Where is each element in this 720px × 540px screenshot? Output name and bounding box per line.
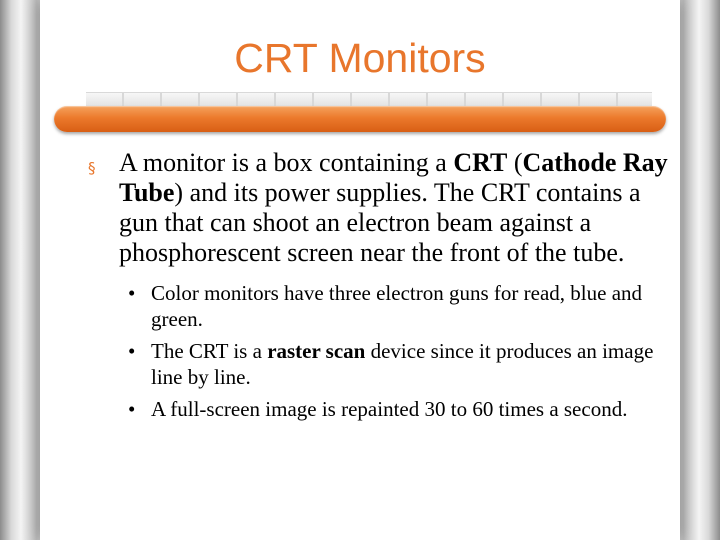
slide-title: CRT Monitors [234, 35, 486, 81]
slide-content [86, 148, 670, 428]
sub-bullet-3 [86, 396, 670, 422]
main-bullet-crt: CRT [453, 148, 508, 177]
bullet-dot-icon: • [128, 281, 136, 305]
section-marker-icon: § [88, 159, 96, 177]
main-bullet [86, 148, 670, 268]
main-bullet-text-1: A monitor is a box containing a [119, 148, 454, 177]
sub-bullet-1 [86, 280, 670, 332]
orange-accent-bar [54, 106, 666, 132]
main-bullet-text-2: ( [507, 148, 523, 177]
sub-bullet-2-text-1: The CRT is a [151, 339, 268, 363]
sub-bullet-1-text: Color monitors have three electron guns for read, blue and green. [151, 281, 643, 331]
main-bullet-cathode: Cathode Ray Tube [119, 148, 668, 207]
bullet-dot-icon: • [128, 339, 136, 363]
sub-bullet-list [86, 280, 670, 422]
sub-bullet-2-text-2: device since it produces an image line by line. [151, 339, 654, 389]
bullet-dot-icon: • [128, 397, 136, 421]
rail-ticks [86, 92, 652, 107]
sub-bullet-2 [86, 338, 670, 390]
sub-bullet-3-text: A full-screen image is repainted 30 to 60 times a second. [151, 397, 628, 421]
main-bullet-text-3: ) and its power supplies. The CRT contains a gun that can shoot an electron beam against a phosphorescent screen near the front of the tube. [119, 178, 641, 267]
sub-bullet-2-raster: raster scan [267, 339, 366, 363]
